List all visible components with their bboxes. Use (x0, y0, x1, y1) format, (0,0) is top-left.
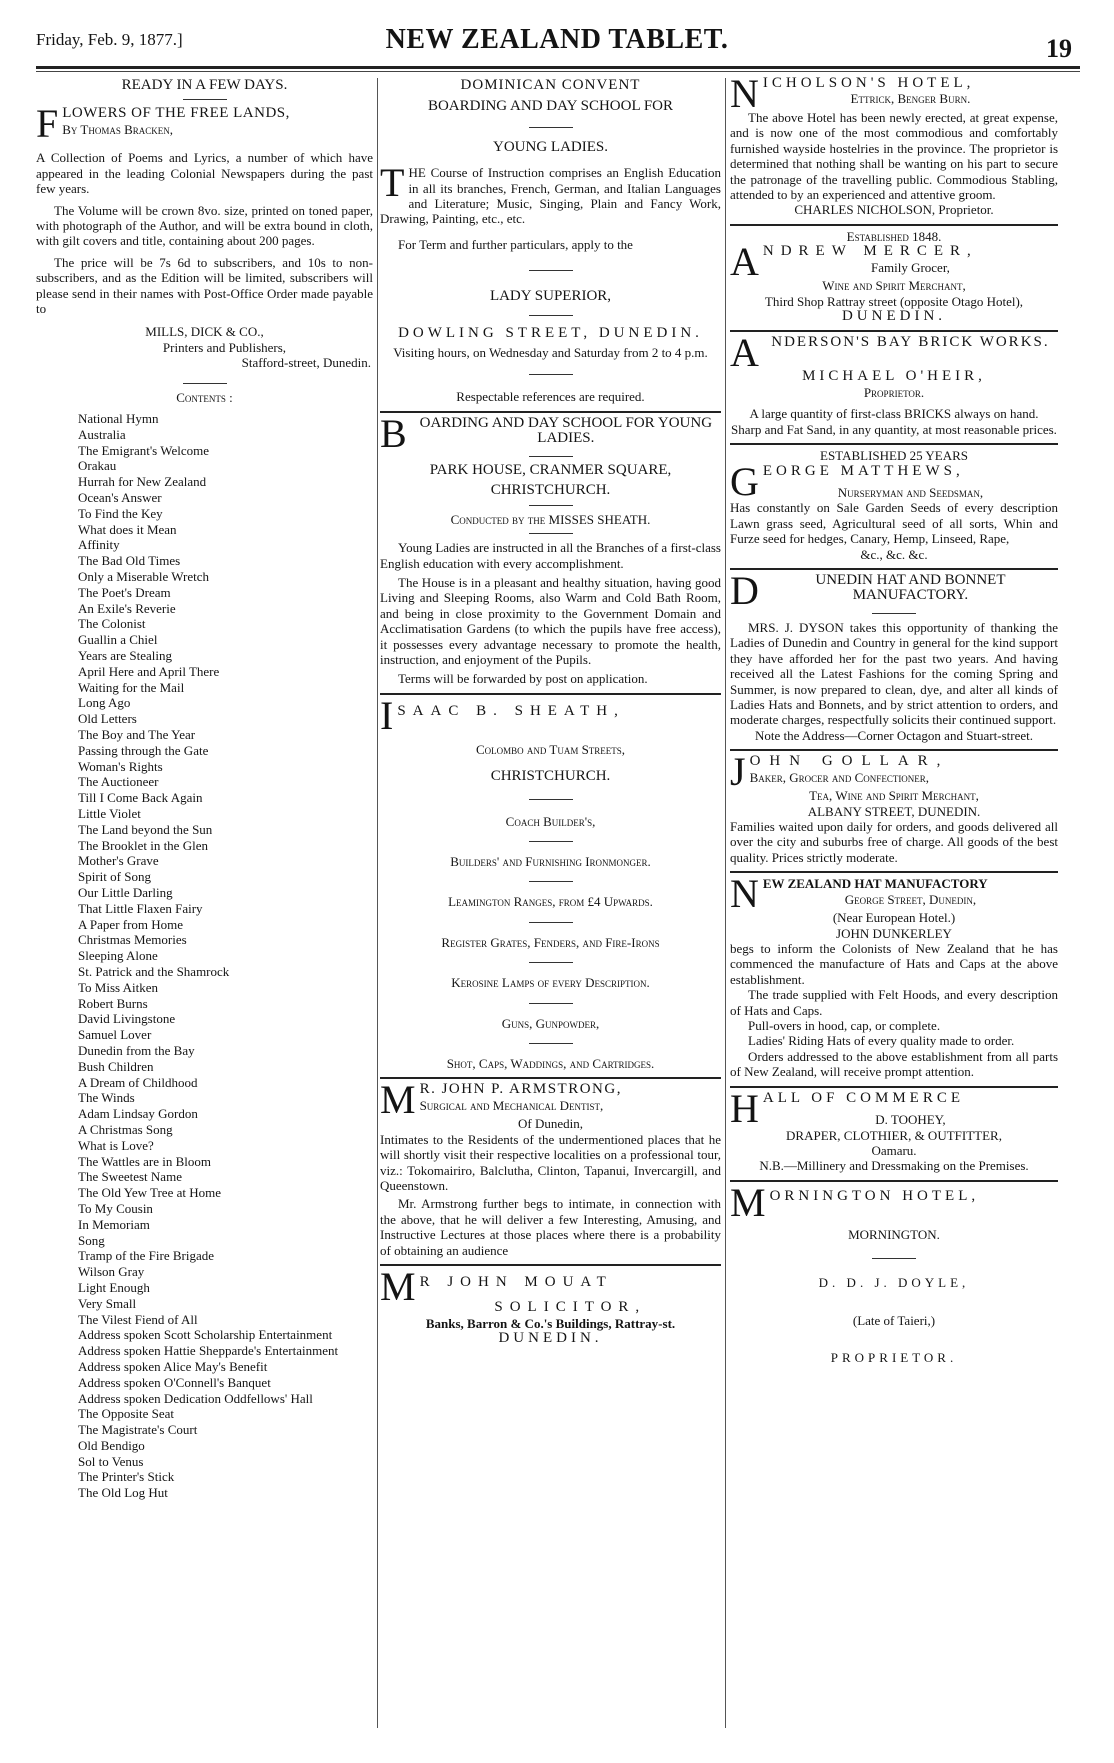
convent-visiting-hours: Visiting hours, on Wednesday and Saturday from 2 to 4 p.m. (393, 345, 708, 361)
nicholson-proprietor: CHARLES NICHOLSON, Proprietor. (794, 202, 994, 218)
divider (529, 533, 573, 534)
drop-cap: N (730, 876, 759, 911)
hall-of-commerce-ad (730, 1091, 1058, 1128)
hall-city: Oamaru. (871, 1142, 917, 1158)
ad-rule (730, 749, 1058, 751)
hall-note: N.B.—Millinery and Dressmaking on the Premises. (759, 1158, 1029, 1174)
dunkerley-text-3: Pull-overs in hood, cap, or complete. (748, 1018, 941, 1034)
boarding-school-ad (380, 416, 721, 450)
divider (529, 799, 573, 800)
gollar-line: Baker, Grocer and Confectioner, (749, 769, 930, 785)
contents-item: Guallin a Chiel (78, 632, 158, 648)
mornington-late-of: (Late of Taieri,) (852, 1312, 936, 1328)
convent-terms-text: For Term and further particulars, apply to the (398, 236, 633, 252)
drop-cap: M (730, 1184, 766, 1219)
contents-item: National Hymn (78, 411, 159, 427)
mornington-location: MORNINGTON. (848, 1226, 940, 1242)
convent-subtitle-2: YOUNG LADIES. (493, 138, 608, 155)
matthews-name: EORGE MATTHEWS, (762, 463, 964, 479)
convent-subtitle: BOARDING AND DAY SCHOOL FOR (427, 98, 674, 115)
boarding-school-text-3: Terms will be forwarded by post on application. (398, 671, 648, 687)
nicholson-text: The above Hotel has been newly erected, at great expense, and is now one of the most commodious and comfortably furnished wayside hostelries in the province. The proprietor is determined that nothing shall be wanting on his part to secure the patronage of the travelling public. Commodious Stabling, attended to by an experienced and attentive groom. (730, 110, 1058, 203)
boarding-school-title: OARDING AND DAY SCHOOL FOR YOUNG LADIES. (419, 415, 713, 447)
ad-rule (730, 568, 1058, 570)
nicholson-ad (730, 76, 1058, 110)
mercer-line: Wine and Spirit Merchant, (822, 278, 966, 294)
contents-item: The Old Yew Tree at Home (78, 1185, 221, 1201)
contents-item: Samuel Lover (78, 1027, 152, 1043)
convent-references: Respectable references are required. (456, 389, 645, 405)
convent-course-text: HE Course of Instruction comprises an English Education in all its branches, French, German, and Italian Languages and Literature; Music, Singing, Plain and Fancy Work, Drawing, Painting, etc., etc. (380, 165, 721, 227)
contents-item: Bush Children (78, 1058, 154, 1074)
divider (529, 881, 573, 882)
contents-item: Our Little Darling (78, 885, 173, 900)
sheath-line: Guns, Gunpowder, (501, 1015, 600, 1031)
boarding-school-conductors: Conducted by the MISSES SHEATH. (450, 511, 651, 527)
dunkerley-text-4: Ladies' Riding Hats of every quality made to order. (748, 1033, 1015, 1049)
contents-item: The Bad Old Times (78, 553, 181, 569)
gollar-ad (730, 754, 1058, 788)
page-header (0, 0, 1114, 70)
contents-list (36, 411, 373, 1501)
armstrong-text-2: Mr. Armstrong further begs to intimate, in connection with the above, that he will deliver a few Interesting, Amusing, and Instructive Lectures at those places where there is a probability of obtaining an audience (380, 1196, 721, 1258)
column-divider (725, 78, 726, 1728)
convent-address: DOWLING STREET, DUNEDIN. (398, 324, 703, 341)
divider (529, 127, 573, 128)
matthews-ad (730, 464, 1058, 501)
contents-item: Song (78, 1232, 105, 1248)
brickworks-proprietor-label: Proprietor. (863, 384, 925, 400)
contents-item: The Colonist (78, 616, 146, 632)
dunkerley-ad (730, 876, 1058, 910)
contents-item: The Land beyond the Sun (78, 821, 213, 837)
divider (529, 456, 573, 457)
gollar-name: OHN GOLLAR, (749, 754, 950, 770)
contents-item: The Old Log Hut (78, 1485, 168, 1501)
publisher-address: Stafford-street, Dunedin. (241, 355, 371, 371)
divider (529, 1003, 573, 1004)
ad-rule (730, 443, 1058, 445)
book-volume-info: The Volume will be crown 8vo. size, printed on toned paper, with photograph of the Author, and will be extra bound in cloth, with gilt covers and title, containing about 200 pages. (36, 202, 373, 249)
contents-item: Christmas Memories (78, 932, 187, 948)
gollar-line: Tea, Wine and Spirit Merchant, (809, 788, 979, 804)
contents-item: David Livingstone (78, 1011, 176, 1027)
armstrong-ad (380, 1082, 721, 1116)
contents-item: The Vilest Fiend of All (78, 1311, 198, 1327)
contents-item: Address spoken Dedication Oddfellows' Hall (78, 1390, 313, 1406)
contents-item: Woman's Rights (78, 758, 163, 774)
ad-rule (730, 330, 1058, 332)
contents-item: Dunedin from the Bay (78, 1042, 195, 1058)
contents-item: What does it Mean (78, 521, 177, 537)
dunkerley-title: EW ZEALAND HAT MANUFACTORY (762, 876, 988, 892)
contents-item: To Find the Key (78, 505, 163, 521)
armstrong-name: R. JOHN P. ARMSTRONG, (419, 1082, 622, 1098)
dyson-ad (730, 573, 1058, 607)
contents-item: Old Letters (78, 711, 137, 727)
column-2 (380, 74, 721, 1734)
dyson-title: UNEDIN HAT AND BONNET MANUFACTORY. (815, 572, 1006, 604)
sheath-line: Kerosine Lamps of every Description. (451, 975, 650, 991)
header-rule (36, 66, 1080, 69)
divider (529, 505, 573, 506)
mouat-ad (380, 1269, 721, 1316)
contents-item: A Paper from Home (78, 916, 184, 932)
contents-item: The Wattles are in Bloom (78, 1153, 212, 1169)
divider (183, 99, 227, 100)
book-description: A Collection of Poems and Lyrics, a number of which have appeared in the leading Colonial Newspapers during the past few years. (36, 150, 373, 197)
contents-item: The Magistrate's Court (78, 1422, 198, 1438)
contents-item: To My Cousin (78, 1200, 153, 1216)
book-title: LOWERS OF THE FREE LANDS, (62, 106, 290, 122)
sheath-line: Shot, Caps, Waddings, and Cartridges. (446, 1056, 655, 1071)
contents-item: Sleeping Alone (78, 948, 158, 964)
contents-item: St. Patrick and the Shamrock (78, 963, 230, 979)
convent-title: DOMINICAN CONVENT (460, 77, 641, 93)
contents-item: Sol to Venus (78, 1453, 144, 1469)
matthews-text: Has constantly on Sale Garden Seeds of every description Lawn grass seed, Agricultural seed of all sorts, Whin and Furze seed for hedges, Canary, Hemp, Linseed, Rape, (730, 500, 1058, 547)
matthews-established: ESTABLISHED 25 YEARS (820, 448, 968, 464)
sheath-line: Leamington Ranges, from £4 Upwards. (448, 894, 653, 910)
hall-name: D. TOOHEY, (875, 1112, 946, 1128)
contents-item: The Opposite Seat (78, 1406, 175, 1422)
divider (529, 962, 573, 963)
contents-item: Robert Burns (78, 995, 148, 1011)
dunkerley-text-2: The trade supplied with Felt Hoods, and every description of Hats and Caps. (730, 987, 1058, 1018)
contents-item: Hurrah for New Zealand (78, 474, 207, 490)
hall-line: DRAPER, CLOTHIER, & OUTFITTER, (786, 1127, 1002, 1143)
mercer-name: NDREW MERCER, (762, 244, 978, 260)
newspaper-title: NEW ZEALAND TABLET. (385, 24, 729, 55)
contents-item: The Printer's Stick (78, 1469, 175, 1485)
contents-item: Address spoken Alice May's Benefit (78, 1358, 268, 1374)
dunkerley-line: George Street, Dunedin, (844, 891, 977, 907)
sheath-line: Register Grates, Fenders, and Fire-Irons (441, 934, 660, 950)
dunkerley-text-1: begs to inform the Colonists of New Zealand that he has commenced the manufacture of Hats and Caps at the above establishment. (730, 941, 1058, 987)
contents-item: April Here and April There (78, 663, 220, 679)
drop-cap: A (730, 335, 759, 370)
contents-item: Long Ago (78, 695, 131, 711)
mercer-address: Third Shop Rattray street (opposite Otago Hotel), (764, 293, 1024, 309)
book-author: By Thomas Bracken, (62, 121, 174, 137)
mouat-title: SOLICITOR, (494, 1299, 647, 1316)
brickworks-proprietor: MICHAEL O'HEIR, (802, 368, 986, 385)
mercer-ad (730, 244, 1058, 278)
contents-item: The Winds (78, 1090, 135, 1106)
contents-item: Ocean's Answer (78, 490, 162, 506)
drop-cap: D (730, 572, 759, 607)
ad-rule (380, 693, 721, 695)
contents-item: Australia (78, 426, 126, 442)
contents-heading: Contents : (176, 389, 233, 405)
contents-item: Only a Miserable Wretch (78, 569, 209, 585)
contents-item: The Boy and The Year (78, 727, 196, 743)
contents-item: Till I Come Back Again (78, 790, 203, 806)
contents-item: Adam Lindsay Gordon (78, 1106, 198, 1122)
contents-item: Wilson Gray (78, 1264, 145, 1280)
divider (529, 1043, 573, 1044)
contents-item: Old Bendigo (78, 1437, 145, 1453)
book-price-info: The price will be 7s 6d to subscribers, and 10s to non-subscribers, and as the Edition will be limited, subscribers will please send in their names with Post-Office Order made payable to (36, 254, 373, 317)
divider (872, 1258, 916, 1259)
ad-rule (730, 871, 1058, 873)
boarding-school-text-2: The House is in a pleasant and healthy situation, having good Living and Sleeping Rooms, also Warm and Cold Bath Room, and being in close proximity to the Government Domain and Acclimatisation Gardens (to which the pupils have free access), it possesses every advantage necessary to promote the health, instruction, and enjoyment of the Pupils. (380, 574, 721, 667)
contents-item: Address spoken O'Connell's Banquet (78, 1374, 271, 1390)
contents-item: Very Small (78, 1295, 137, 1311)
drop-cap: M (380, 1082, 416, 1117)
contents-item: Orakau (78, 458, 117, 474)
gollar-address: ALBANY STREET, DUNEDIN. (807, 803, 981, 819)
mouat-address: Banks, Barron & Co.'s Buildings, Rattray-st. (425, 1315, 676, 1331)
book-ad (36, 106, 373, 140)
drop-cap: G (730, 463, 759, 501)
ad-rule (730, 224, 1058, 226)
mercer-line: Family Grocer, (870, 259, 950, 275)
publisher-name: MILLS, DICK & CO., (145, 324, 264, 340)
contents-item: Affinity (78, 537, 120, 553)
mornington-name: D. D. J. DOYLE, (818, 1275, 970, 1291)
drop-cap: B (380, 415, 407, 450)
divider (529, 270, 573, 271)
boarding-school-address: PARK HOUSE, CRANMER SQUARE, (429, 461, 672, 478)
drop-cap: I (380, 697, 394, 732)
armstrong-text-1: Intimates to the Residents of the undermentioned places that he will shortly visit their respective localities on a professional tour, viz.: Tokomairiro, Balclutha, Clinton, Tapanui, Invercargill, and Queenstown. (380, 1131, 721, 1194)
sheath-name: SAAC B. SHEATH, (397, 702, 625, 719)
nicholson-location: Ettrick, Benger Burn. (850, 91, 971, 107)
ad-rule (730, 1180, 1058, 1182)
drop-cap: N (730, 76, 759, 110)
dyson-address: Note the Address—Corner Octagon and Stuart-street. (755, 727, 1033, 743)
contents-item: An Exile's Reverie (78, 600, 176, 616)
dyson-text: MRS. J. DYSON takes this opportunity of thanking the Ladies of Dunedin and Country in general for the kind support they have afforded her for the past two years. And having received all the Latest Fashions for the coming Spring and Summer, is now prepared to clean, dye, and alter all kinds of Ladies Hats and Bonnets, and by strict attention to orders, and moderate charges, respectfully solicits their continued support. (730, 619, 1058, 728)
contents-item: Spirit of Song (78, 869, 151, 885)
ad-rule (380, 411, 721, 413)
divider (872, 613, 916, 614)
drop-cap: J (730, 754, 746, 789)
column-3 (730, 74, 1058, 1734)
issue-date: Friday, Feb. 9, 1877.] (36, 30, 183, 49)
brickworks-ad (730, 335, 1058, 369)
contents-item: Waiting for the Mail (78, 679, 185, 695)
drop-cap: T (380, 165, 405, 206)
ad-rule (380, 1264, 721, 1266)
nicholson-title: ICHOLSON'S HOTEL, (762, 76, 975, 91)
contents-item: The Auctioneer (78, 774, 159, 790)
convent-contact: LADY SUPERIOR, (489, 288, 612, 305)
ad-rule (380, 1077, 721, 1079)
contents-item: Light Enough (78, 1279, 150, 1295)
column-1 (36, 74, 373, 1734)
hall-title: ALL OF COMMERCE (762, 1090, 965, 1106)
page-number: 19 (1046, 34, 1072, 63)
convent-ad (380, 165, 721, 227)
divider (529, 374, 573, 375)
contents-item: Years are Stealing (78, 648, 172, 664)
divider (529, 922, 573, 923)
ad-heading: READY IN A FEW DAYS. (121, 77, 288, 93)
contents-item: Mother's Grave (78, 853, 159, 869)
sheath-line: Builders' and Furnishing Ironmonger. (450, 853, 651, 869)
contents-item: In Memoriam (78, 1216, 150, 1232)
brickworks-line: Sharp and Fat Sand, in any quantity, at most reasonable prices. (731, 421, 1057, 437)
contents-item: Address spoken Scott Scholarship Entertainment (78, 1327, 333, 1343)
contents-item: To Miss Aitken (78, 979, 158, 995)
armstrong-title: Surgical and Mechanical Dentist, (419, 1097, 604, 1113)
matthews-title: Nurseryman and Seedsman, (837, 484, 984, 500)
contents-item: The Sweetest Name (78, 1169, 182, 1185)
drop-cap: H (730, 1090, 759, 1128)
divider (529, 841, 573, 842)
armstrong-city: Of Dunedin, (518, 1116, 583, 1132)
contents-item: Tramp of the Fire Brigade (78, 1248, 214, 1264)
contents-item: The Emigrant's Welcome (78, 442, 210, 458)
contents-item: The Poet's Dream (78, 584, 171, 600)
divider (183, 383, 227, 384)
contents-item: Passing through the Gate (78, 742, 209, 758)
sheath-city: CHRISTCHURCH. (490, 768, 611, 785)
contents-item: Address spoken Hattie Shepparde's Entertainment (78, 1343, 339, 1359)
boarding-school-text-1: Young Ladies are instructed in all the Branches of a first-class English education with every accomplishment. (380, 540, 721, 571)
brickworks-line: A large quantity of first-class BRICKS always on hand. (749, 406, 1039, 422)
contents-item: A Christmas Song (78, 1121, 173, 1137)
mornington-proprietor: PROPRIETOR. (830, 1349, 958, 1365)
matthews-etc: &c., &c. &c. (860, 546, 928, 562)
mercer-established: Established 1848. (846, 228, 942, 244)
sheath-ad (380, 698, 721, 732)
drop-cap: M (380, 1269, 416, 1310)
dunkerley-name: JOHN DUNKERLEY (836, 925, 952, 941)
contents-item: What is Love? (78, 1137, 154, 1153)
dunkerley-line: (Near European Hotel.) (832, 910, 956, 926)
ad-rule (730, 1086, 1058, 1088)
contents-item: A Dream of Childhood (78, 1074, 198, 1090)
brickworks-title: NDERSON'S BAY BRICK WORKS. (771, 335, 1050, 351)
mornington-title: ORNINGTON HOTEL, (769, 1187, 980, 1204)
publisher-role: Printers and Publishers, (162, 339, 287, 355)
column-divider (377, 78, 378, 1728)
gollar-text: Families waited upon daily for orders, and goods delivered all over the city and suburbs free of charge. All goods of the best quality. Prices strictly moderate. (730, 819, 1058, 865)
contents-item: Little Violet (78, 806, 141, 822)
dunkerley-text-5: Orders addressed to the above establishment from all parts of New Zealand, will receive prompt attention. (730, 1048, 1058, 1080)
mornington-ad (730, 1185, 1058, 1219)
sheath-line: Coach Builder's, (505, 813, 596, 829)
mouat-city: DUNEDIN. (498, 1330, 603, 1347)
sheath-address: Colombo and Tuam Streets, (475, 741, 626, 757)
boarding-school-city: CHRISTCHURCH. (490, 482, 611, 499)
drop-cap: A (730, 244, 759, 279)
mercer-city: DUNEDIN. (841, 308, 947, 325)
mouat-name: R JOHN MOUAT (419, 1274, 613, 1291)
contents-item: The Brooklet in the Glen (78, 837, 208, 853)
header-rule-thin (36, 71, 1080, 72)
contents-item: That Little Flaxen Fairy (78, 900, 203, 916)
drop-cap: F (36, 106, 59, 141)
divider (529, 315, 573, 316)
